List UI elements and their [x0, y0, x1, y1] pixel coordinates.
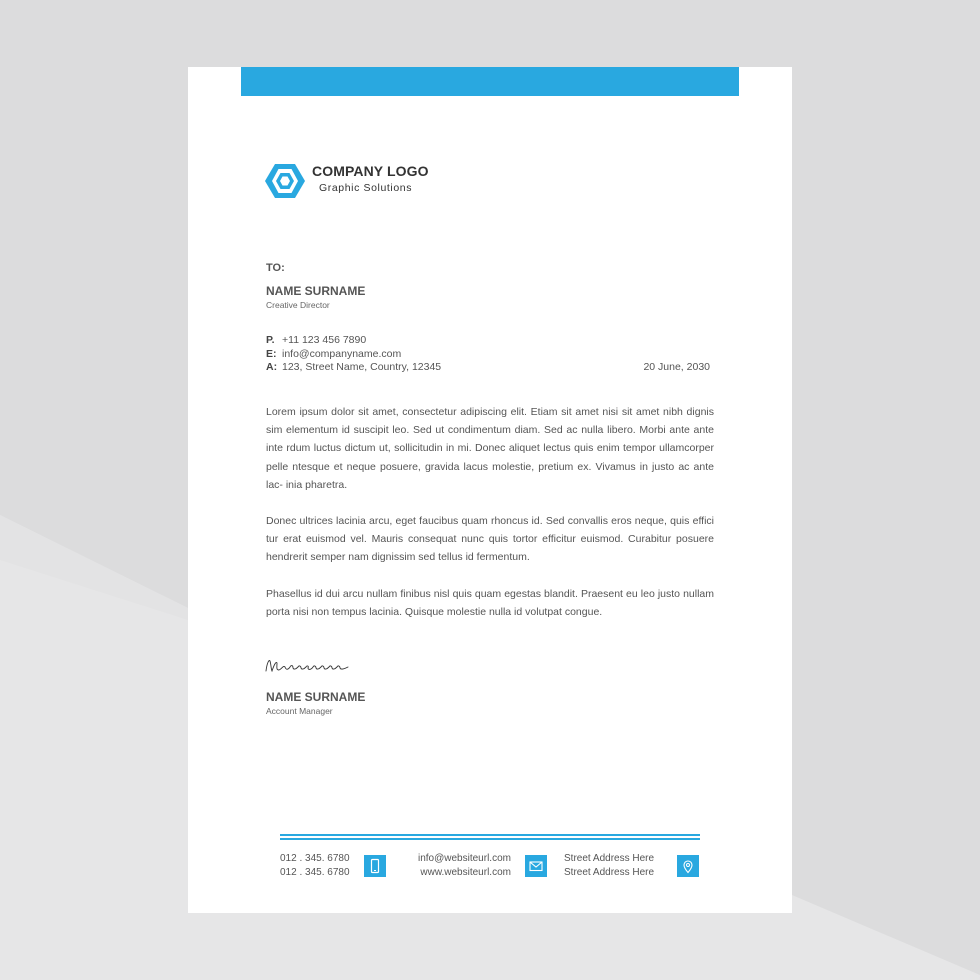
footer-web — [418, 852, 511, 880]
letter-date: 20 June, 2030 — [643, 361, 710, 373]
contact-phone — [266, 334, 366, 346]
signatory-title: Account Manager — [266, 706, 333, 716]
logo-title: COMPANY LOGO — [312, 163, 429, 179]
email-value: info@companyname.com — [282, 348, 402, 360]
letterhead-page — [188, 67, 792, 913]
body-paragraph-2: Donec ultrices lacinia arcu, eget faucibus quam rhoncus id. Sed convallis eros neque, quis effici tur erat euismod vel. Mauris consequat nunc quis tortor efficitur euismod. Curabitur posuere hendrerit semper nam dignissim sed tellus id fermentum. — [266, 515, 714, 564]
email-label: E: — [266, 348, 277, 360]
contact-email — [266, 348, 401, 360]
handwritten-signature — [264, 655, 354, 677]
body-paragraph-3: Phasellus id dui arcu nullam finibus nisl quis quam egestas blandit. Praesent eu leo justo nullam porta nisi non tempus lacinia. Quisque molestie nulla id volutpat congue. — [266, 588, 714, 619]
footer-address-2: Street Address Here — [564, 867, 655, 878]
contact-address — [266, 361, 441, 373]
footer-website[interactable]: www.websiteurl.com — [420, 867, 511, 878]
to-label: TO: — [266, 262, 285, 274]
footer-email[interactable]: info@websiteurl.com — [418, 853, 511, 864]
location-pin-icon — [677, 855, 699, 877]
footer-phone-2: 012 . 345. 6780 — [280, 867, 350, 878]
footer-phone-1: 012 . 345. 6780 — [280, 853, 350, 864]
address-value: 123, Street Name, Country, 12345 — [282, 361, 442, 373]
footer-addresses — [564, 852, 654, 880]
phone-icon — [364, 855, 386, 877]
body-paragraph-1: Lorem ipsum dolor sit amet, consectetur adipiscing elit. Etiam sit amet nisi sit amet nibh dignis sim elementum id suscipit leo. Sed ut condimentum diam. Sed ac nulla libero. Morbi ante ante inte rdum luctus dictum ut, sollicitudin in mi. Donec aliquet lectus quis enim tempor ullamcorper pelle ntesque et neque posuere, gravida lacus molestie, pretium ex. Vivamus in justo ac ante lac- inia pharetra. — [266, 406, 714, 491]
logo-subtitle: Graphic Solutions — [319, 182, 413, 194]
footer-address-1: Street Address Here — [564, 853, 655, 864]
recipient-name: NAME SURNAME — [266, 284, 366, 298]
signatory-name: NAME SURNAME — [266, 690, 366, 704]
footer-divider — [280, 834, 700, 840]
header-accent-bar — [241, 67, 739, 96]
hexagon-icon — [265, 162, 305, 200]
phone-value: +11 123 456 7890 — [282, 334, 367, 346]
envelope-icon — [525, 855, 547, 877]
company-logo — [265, 162, 525, 202]
address-label: A: — [266, 361, 278, 373]
recipient-title: Creative Director — [266, 300, 330, 310]
phone-label: P. — [266, 334, 275, 346]
footer-phones — [280, 852, 350, 880]
